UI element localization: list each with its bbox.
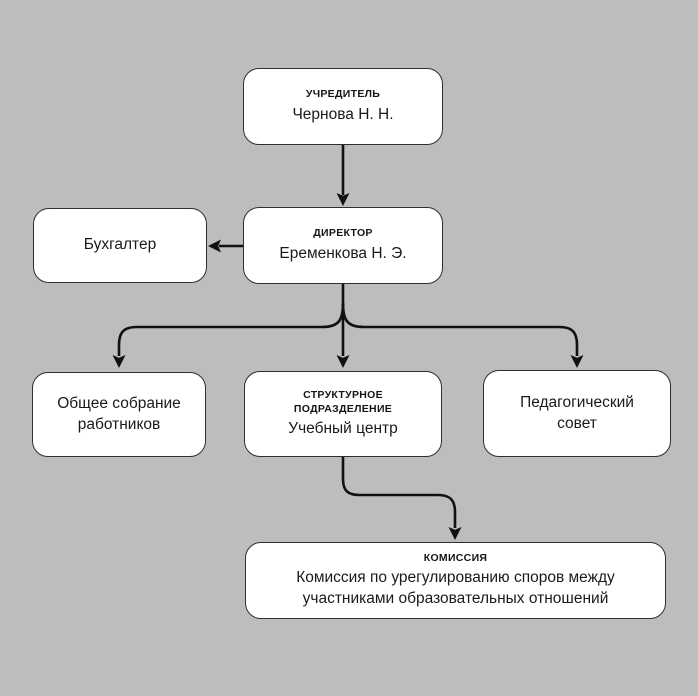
- founder-name: Чернова Н. Н.: [292, 105, 394, 123]
- commission-name: Комиссия по урегулированию споров между участниками образовательных отношений: [296, 569, 615, 608]
- node-accountant: [33, 208, 207, 283]
- accountant-name: Бухгалтер: [83, 236, 157, 254]
- edge-training-center-commission: [343, 457, 455, 528]
- commission-role-label: КОМИССИЯ: [423, 551, 488, 564]
- arrowhead-pedagogical-council: [571, 355, 584, 368]
- pedagogical-council-name: Педагогический совет: [520, 393, 634, 432]
- arrowhead-commission: [449, 527, 462, 540]
- director-role-label: ДИРЕКТОР: [313, 227, 373, 240]
- node-training-center: [244, 371, 442, 457]
- director-name: Еременкова Н. Э.: [279, 244, 407, 262]
- founder-role-label: УЧРЕДИТЕЛЬ: [305, 88, 381, 101]
- node-general-meeting: [32, 372, 206, 457]
- arrowhead-accountant: [208, 240, 221, 253]
- training-center-name: Учебный центр: [288, 420, 398, 438]
- node-director: [243, 207, 443, 284]
- node-founder: [243, 68, 443, 145]
- general-meeting-name: Общее собрание работников: [57, 394, 181, 433]
- node-pedagogical-council: [483, 370, 671, 457]
- arrowhead-general-meeting: [113, 355, 126, 368]
- arrowhead-director: [337, 193, 350, 206]
- edge-director-general-meeting: [119, 303, 343, 356]
- arrowhead-training-center: [337, 355, 350, 368]
- node-commission: [245, 542, 666, 619]
- edge-director-pedagogical-council: [343, 303, 577, 356]
- training-center-role-label: СТРУКТУРНОЕ ПОДРАЗДЕЛЕНИЕ: [293, 388, 393, 416]
